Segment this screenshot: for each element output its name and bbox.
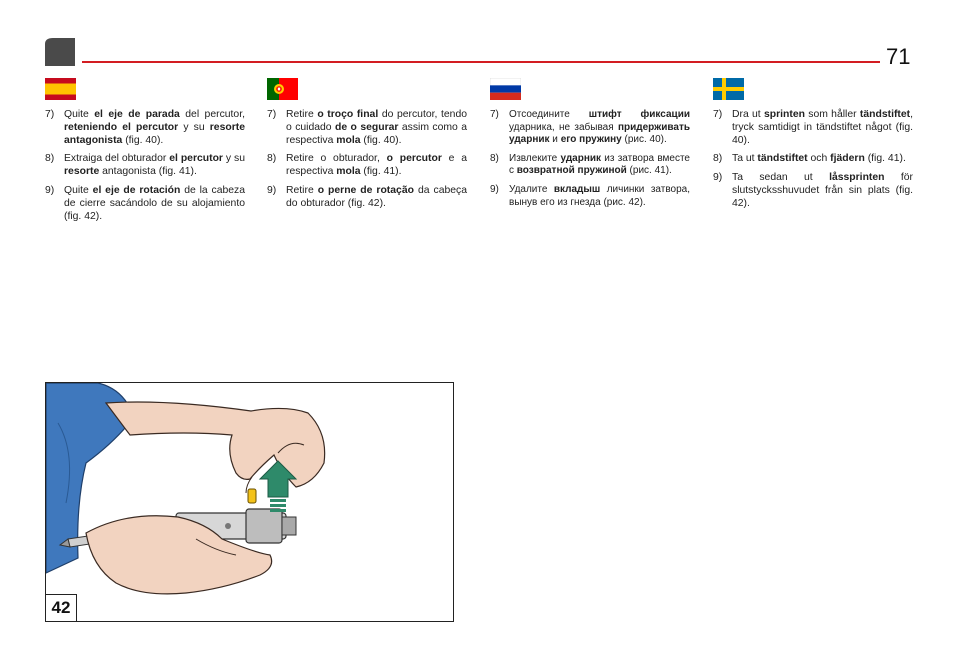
step-term: вкладыш [553, 183, 601, 195]
step-number: 7) [45, 109, 55, 120]
step-number: 9) [267, 184, 277, 196]
step-number: 8) [45, 153, 55, 165]
step-text: Quite [64, 109, 95, 120]
step-number: 7) [713, 109, 723, 120]
hands-illustration [46, 383, 454, 622]
step-term: o percutor [386, 153, 442, 165]
step-term: возвратной пружиной [516, 165, 627, 177]
column-portuguese [267, 78, 467, 217]
step-text: , tryck samtidigt in tändstiftet något (fig. 40). [732, 109, 913, 146]
step-number: 9) [45, 184, 55, 196]
column-russian [490, 78, 690, 215]
step-text: som håller [804, 109, 860, 120]
step-text: (fig. 40). [360, 134, 402, 146]
step-term: reteniendo el percutor [64, 121, 179, 133]
step-text: y su [178, 121, 210, 133]
step-term: resorte [64, 166, 100, 178]
step-text: личинки затвора, вынув его из гнезда (рис. 42). [509, 183, 690, 208]
step-term: o troço final [317, 109, 379, 120]
russia-flag-icon [490, 78, 521, 100]
step-text: Retire [286, 184, 318, 196]
step-term: sprinten [763, 109, 805, 120]
step-term: o perne de rotação [317, 184, 414, 196]
step-number: 9) [490, 183, 499, 195]
steps-list [490, 109, 690, 209]
step-text: из затвора вместе с [509, 152, 690, 177]
instruction-step [45, 109, 245, 147]
step-text: Retire [286, 109, 318, 120]
instruction-step [45, 185, 245, 223]
step-text: Retire o obturador, [286, 153, 387, 165]
step-number: 7) [490, 109, 499, 120]
step-text: assim como a respectiva [286, 121, 467, 146]
step-text: (fig. 40). [122, 134, 164, 146]
step-text: Отсоедините [509, 109, 589, 120]
step-text: (рис. 40). [621, 134, 667, 146]
step-term: resorte antagonista [64, 121, 245, 146]
steps-list [267, 109, 467, 211]
step-text: de la cabeza de cierre sacándolo de su alojamiento (fig. 42). [64, 184, 245, 222]
portugal-flag-icon [267, 78, 298, 100]
instruction-step [713, 172, 913, 210]
step-text: do percutor, tendo o cuidado [286, 109, 468, 133]
instruction-step [490, 184, 690, 209]
step-term: mola [336, 134, 361, 146]
page-number: 71 [886, 44, 911, 69]
step-text: antagonista (fig. 41). [99, 166, 197, 178]
step-number: 8) [267, 153, 277, 165]
instruction-step [490, 153, 690, 178]
step-number: 8) [713, 153, 723, 165]
step-number: 9) [713, 172, 723, 184]
header-rule [82, 61, 880, 63]
step-text: e a respectiva [286, 153, 467, 178]
step-text: Удалите [509, 183, 554, 195]
step-term: ударник [560, 152, 602, 164]
step-term: его пружину [560, 134, 622, 146]
step-text: ударника, не забывая [509, 121, 618, 133]
column-spanish [45, 78, 245, 229]
column-swedish [713, 78, 913, 217]
step-text: (fig. 41). [864, 153, 906, 165]
step-text: Dra ut [732, 109, 764, 120]
step-text: Quite [64, 184, 93, 196]
step-text: y su [222, 153, 246, 165]
instruction-step [713, 153, 913, 166]
step-term: låssprinten [829, 172, 885, 184]
instruction-step [490, 109, 690, 147]
step-term: el eje de parada [94, 109, 180, 120]
figure-number: 42 [46, 594, 77, 621]
step-term: el percutor [169, 153, 223, 165]
step-term: de o segurar [335, 121, 399, 133]
step-term: tändstiftet [859, 109, 911, 120]
step-text: (fig. 41). [360, 166, 402, 178]
step-text: da cabeça do obturador (fig. 42). [286, 184, 467, 209]
step-term: fjädern [830, 153, 865, 165]
steps-list [713, 109, 913, 211]
step-text: för slutstycksshuvudet från sin plats (fig. 42). [732, 172, 913, 209]
step-number: 7) [267, 109, 277, 120]
step-text: Extraiga del obturador [64, 153, 170, 165]
instruction-step [267, 185, 467, 211]
steps-list [45, 109, 245, 223]
instruction-step [45, 153, 245, 179]
step-text: (рис. 41). [626, 165, 672, 177]
step-term: mola [336, 166, 361, 178]
step-text: Извлеките [509, 152, 561, 164]
instruction-step [267, 109, 467, 147]
step-text: del percutor, [179, 109, 245, 120]
instruction-step [713, 109, 913, 147]
figure-42-illustration [45, 382, 454, 622]
step-term: придерживать ударник [509, 121, 690, 146]
step-term: el eje de rotación [92, 184, 181, 196]
step-number: 8) [490, 152, 499, 164]
sweden-flag-icon [713, 78, 744, 100]
step-text: Ta ut [732, 153, 758, 165]
step-text: och [807, 153, 831, 165]
step-term: tändstiftet [757, 153, 808, 165]
section-tab-icon [45, 38, 75, 66]
step-term: штифт фиксации [588, 109, 690, 120]
instruction-step [267, 153, 467, 179]
spain-flag-icon [45, 78, 76, 100]
step-text: и [549, 134, 561, 146]
step-text: Ta sedan ut [732, 172, 830, 184]
